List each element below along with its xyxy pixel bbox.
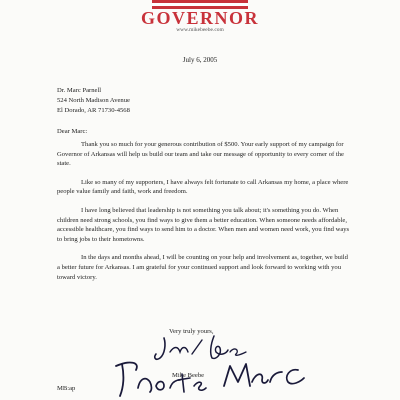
typist-initials: MB:ap xyxy=(57,385,76,392)
salutation: Dear Marc: xyxy=(57,128,88,135)
body-paragraph-4: In the days and months ahead, I will be counting on your help and involvement as, together, we build a better future for Arkansas. I am grateful for your continued support and look forward to working with you toward victory. xyxy=(57,254,348,281)
body-paragraph-3: I have long believed that leadership is not something you talk about; it's something you do. When children need strong schools, you find ways to give them a better education. When someone needs affordable, accessible healthcare, you find ways to send him to a doctor. When men and women need work, you find ways to bring jobs to their hometowns. xyxy=(57,206,350,243)
handwritten-note xyxy=(112,352,312,400)
letterhead-title: GOVERNOR xyxy=(140,8,259,28)
body-paragraph-2: Like so many of my supporters, I have always felt fortunate to call Arkansas my home, a place where people value family and faith, work and freedom. xyxy=(57,178,349,196)
recipient-street: 524 North Madison Avenue xyxy=(57,97,130,104)
letter-body xyxy=(57,140,351,291)
recipient-address xyxy=(57,86,130,116)
recipient-name: Dr. Marc Parnell xyxy=(57,87,102,94)
closing: Very truly yours, xyxy=(169,328,214,335)
letter-date: July 6, 2005 xyxy=(182,56,218,64)
letterhead-website: www.mikebeebe.com xyxy=(176,27,224,33)
signer-name: Mike Beebe xyxy=(172,372,205,379)
body-paragraph-1: Thank you so much for your generous contribution of $500. Your early support of my campaign for Governor of Arkansas will help us build our team and take our message of opportunity to every corner of the state. xyxy=(57,141,344,168)
recipient-city: El Dorado, AR 71730-4568 xyxy=(57,107,130,114)
